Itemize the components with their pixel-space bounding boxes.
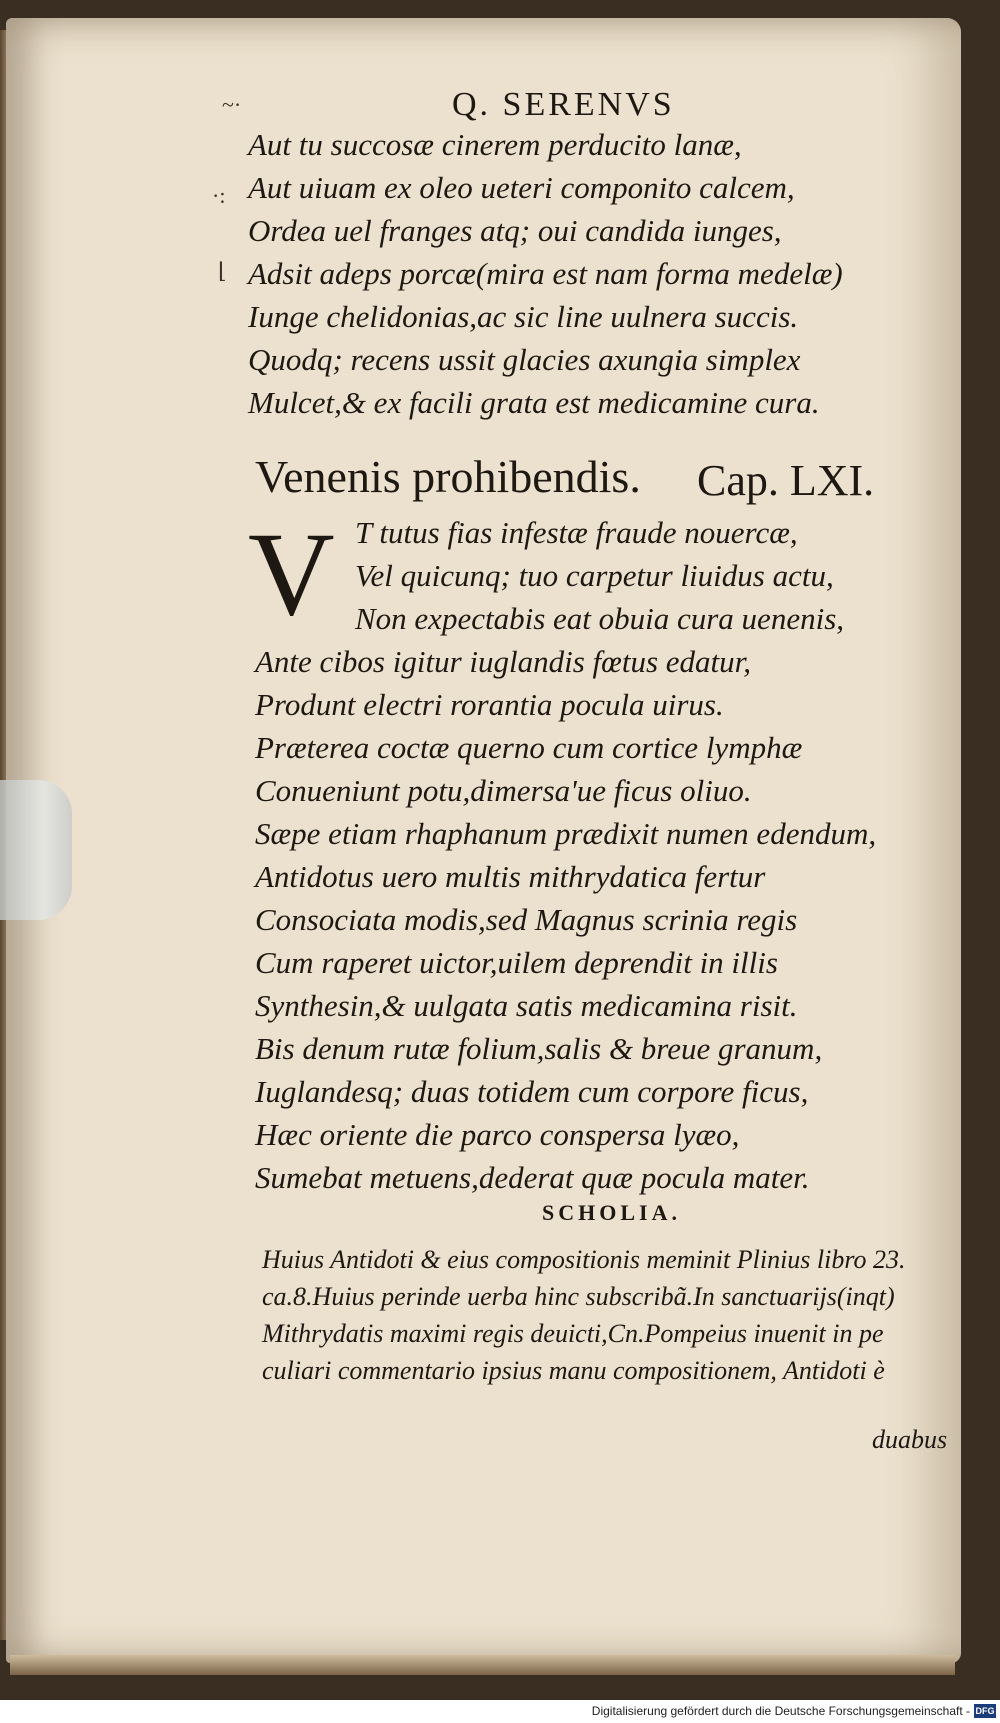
text-line: Cum raperet uictor,uilem deprendit in illis <box>255 945 778 980</box>
text-line: Ordea uel franges atq; oui candida iunges, <box>248 213 782 248</box>
catchword: duabus <box>872 1425 948 1454</box>
text-line: T tutus fias infestæ fraude nouercæ, <box>355 515 798 550</box>
drop-capital: V <box>248 507 335 640</box>
text-line: Vel quicunq; tuo carpetur liuidus actu, <box>355 558 834 593</box>
text-line: Iuglandesq; duas totidem cum corpore ficus, <box>255 1074 809 1109</box>
text-line: Ante cibos igitur iuglandis fœtus edatur, <box>255 644 752 679</box>
text-line: Sumebat metuens,dederat quæ pocula mater. <box>255 1160 810 1195</box>
text-line: Bis denum rutæ folium,salis & breue granum, <box>255 1031 823 1066</box>
text-line: Huius Antidoti & eius compositionis meminit Plinius libro 23. <box>262 1245 906 1274</box>
text-line: Præterea coctæ querno cum cortice lymphæ <box>255 730 803 765</box>
text-line: Conueniunt potu,dimersa'ue ficus oliuo. <box>255 773 752 808</box>
margin-mark: ~· <box>222 92 242 117</box>
text-line: Mulcet,& ex facili grata est medicamine cura. <box>248 385 820 420</box>
text-line: Non expectabis eat obuia cura uenenis, <box>355 601 845 636</box>
text-line: Antidotus uero multis mithrydatica fertur <box>255 859 766 894</box>
page-clip <box>0 780 72 920</box>
scholia-heading: SCHOLIA. <box>542 1200 681 1225</box>
text-line: Adsit adeps porcæ(mira est nam forma medelæ) <box>248 256 843 291</box>
dfg-logo: DFG <box>975 1706 995 1716</box>
footer-credit: Digitalisierung gefördert durch die Deutsche Forschungsgemeinschaft - <box>591 1704 970 1718</box>
margin-mark: ⌊ <box>218 258 227 283</box>
text-line: Iunge chelidonias,ac sic line uulnera succis. <box>248 299 799 334</box>
page-stack-edge <box>10 1655 955 1675</box>
text-line: Aut tu succosæ cinerem perducito lanæ, <box>248 127 742 162</box>
text-line: Produnt electri rorantia pocula uirus. <box>255 687 724 722</box>
text-line: Aut uiuam ex oleo ueteri componito calcem, <box>248 170 795 205</box>
text-line: ca.8.Huius perinde uerba hinc subscribã.In sanctuarijs(inqt) <box>262 1282 895 1311</box>
running-title: Q. SERENVS <box>452 86 675 123</box>
chapter-number: Cap. LXI. <box>697 456 875 505</box>
text-line: culiari commentario ipsius manu compositionem, Antidoti è <box>262 1356 885 1385</box>
text-line: Mithrydatis maximi regis deuicti,Cn.Pompeius inuenit in pe <box>262 1319 884 1348</box>
margin-mark: ·: <box>212 183 226 208</box>
text-line: Sæpe etiam rhaphanum prædixit numen edendum, <box>255 816 877 851</box>
digitization-footer <box>0 1700 1000 1723</box>
chapter-title: Venenis prohibendis. <box>255 451 641 502</box>
text-line: Consociata modis,sed Magnus scrinia regis <box>255 902 798 937</box>
text-line: Quodq; recens ussit glacies axungia simplex <box>248 342 801 377</box>
text-line: Synthesin,& uulgata satis medicamina risit. <box>255 988 798 1023</box>
text-line: Hæc oriente die parco conspersa lyæo, <box>255 1117 740 1152</box>
